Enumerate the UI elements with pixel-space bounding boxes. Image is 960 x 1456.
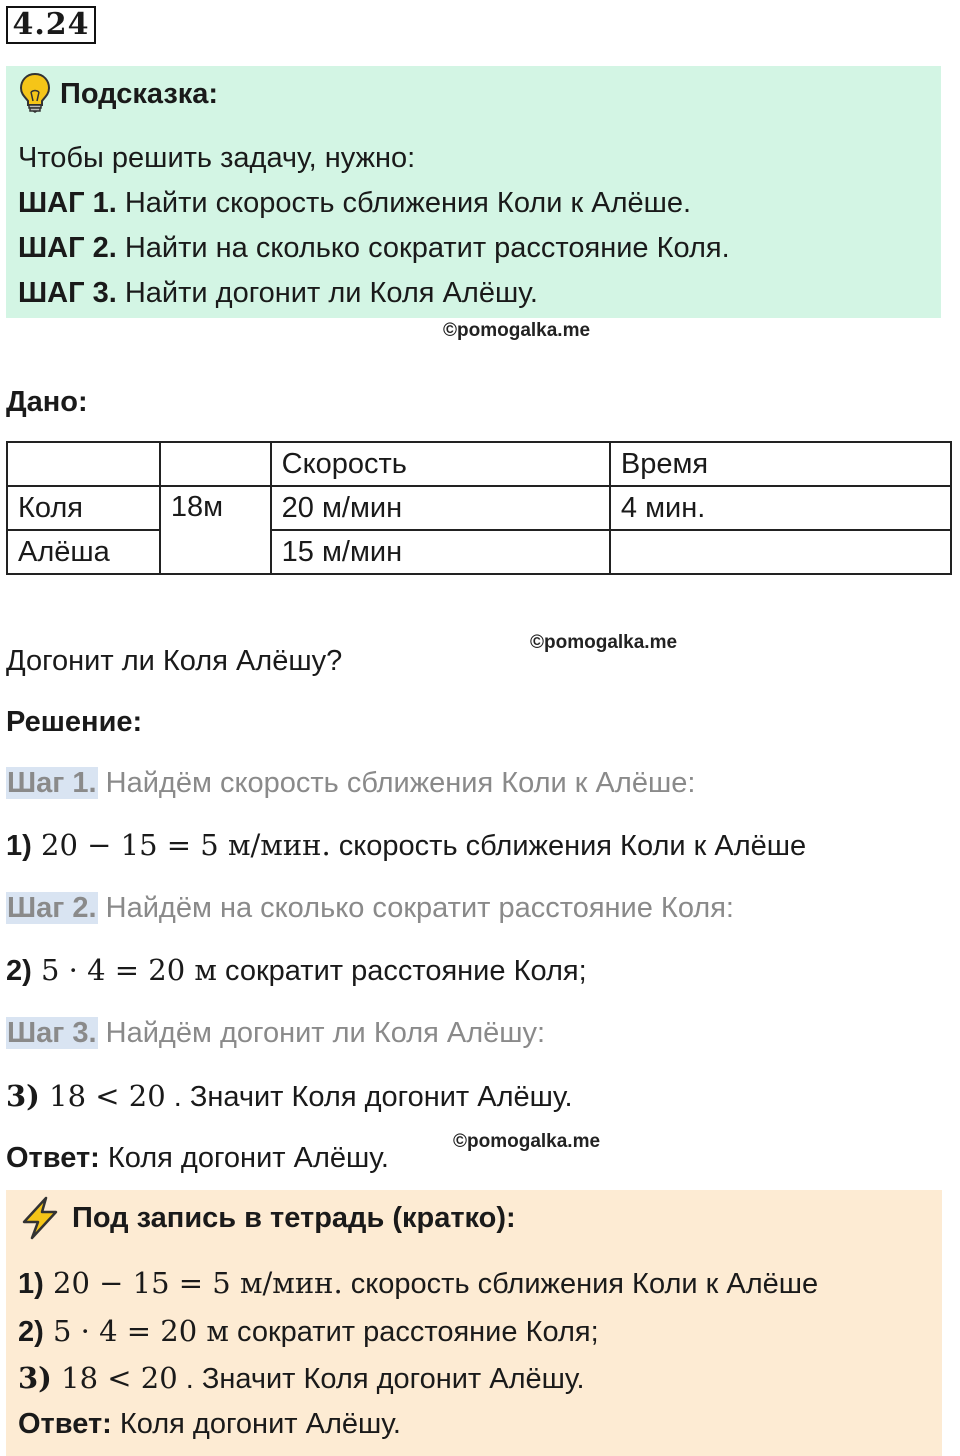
notebook-line-1 [18,1266,818,1301]
solution-step-3-title [6,1017,545,1050]
step-math: 20 − 15 = 5 м/мин. [43,1266,343,1300]
solution-step-1-calc [6,828,806,863]
table-cell [160,442,271,486]
answer-label: Ответ: [6,1142,100,1174]
watermark: ©pomogalka.me [530,632,678,653]
notebook-answer [18,1408,401,1441]
table-cell: Скорость [271,442,610,486]
step-text: . Значит Коля догонит Алёшу. [177,1363,585,1395]
hint-intro: Чтобы решить задачу, нужно: [18,142,416,174]
step-tag: Шаг 1. [7,767,97,799]
step-text: . Значит Коля догонит Алёшу. [165,1081,573,1113]
step-math: 5 · 4 = 20 м [43,1314,229,1348]
hint-step-1 [18,187,691,220]
table-cell [7,442,160,486]
table-cell: 20 м/мин [271,486,610,530]
answer-label: Ответ: [18,1408,112,1440]
step-tag: Шаг 2. [7,892,97,924]
table-cell: 15 м/мин [271,530,610,574]
step-number: 2) [18,1316,44,1348]
step-math: 18 < 20 [39,1079,166,1113]
given-label: Дано: [6,386,88,418]
question: Догонит ли Коля Алёшу? [6,645,343,677]
hint-step-label: ШАГ 3. [18,277,117,309]
table-cell [610,530,951,574]
step-number: 1) [6,830,32,862]
step-title: Найдём скорость сближения Коли к Алёше: [97,767,696,799]
step-title: Найдём на сколько сократит расстояние Коля: [97,892,734,924]
step-number: 3) [18,1361,52,1395]
lightning-icon [18,1196,62,1240]
hint-step-label: ШАГ 2. [18,232,117,264]
table-cell: Коля [7,486,160,530]
hint-step-3 [18,277,538,310]
step-tag: Шаг 3. [7,1017,97,1049]
answer [6,1142,389,1175]
hint-step-text: Найти на сколько сократит расстояние Коля. [116,232,730,264]
watermark: ©pomogalka.me [443,320,591,341]
step-number: 3) [6,1079,40,1113]
answer-text: Коля догонит Алёшу. [111,1408,401,1440]
hint-step-text: Найти скорость сближения Коли к Алёше. [116,187,692,219]
notebook-line-3 [18,1361,585,1396]
solution-step-2-calc [6,953,587,988]
step-math: 18 < 20 [51,1361,178,1395]
solution-step-2-title [6,892,734,925]
table-cell: Алёша [7,530,160,574]
step-number: 1) [18,1268,44,1300]
solution-step-3-calc [6,1079,573,1114]
step-title: Найдём догонит ли Коля Алёшу: [97,1017,546,1049]
solution-step-1-title [6,767,695,800]
table-cell: Время [610,442,951,486]
lightbulb-icon [18,72,52,114]
step-math: 5 · 4 = 20 м [31,953,217,987]
step-math: 20 − 15 = 5 м/мин. [31,828,331,862]
table-row [7,530,951,574]
step-text: сократит расстояние Коля; [216,955,587,987]
table-cell: 4 мин. [610,486,951,530]
step-text: сократит расстояние Коля; [228,1316,599,1348]
hint-step-text: Найти догонит ли Коля Алёшу. [116,277,538,309]
step-text: скорость сближения Коли к Алёше [342,1268,819,1300]
step-text: скорость сближения Коли к Алёше [330,830,807,862]
solution-label: Решение: [6,706,143,738]
hint-step-label: ШАГ 1. [18,187,117,219]
table-row [7,486,951,530]
problem-number: 4.24 [6,6,96,44]
step-number: 2) [6,955,32,987]
table-row [7,442,951,486]
hint-title: Подсказка: [60,78,219,110]
answer-text: Коля догонит Алёшу. [99,1142,389,1174]
watermark: ©pomogalka.me [453,1131,601,1152]
table-cell: 18м [160,486,271,574]
given-table [6,441,952,575]
notebook-line-2 [18,1314,599,1349]
hint-step-2 [18,232,730,265]
notebook-title: Под запись в тетрадь (кратко): [72,1202,516,1234]
